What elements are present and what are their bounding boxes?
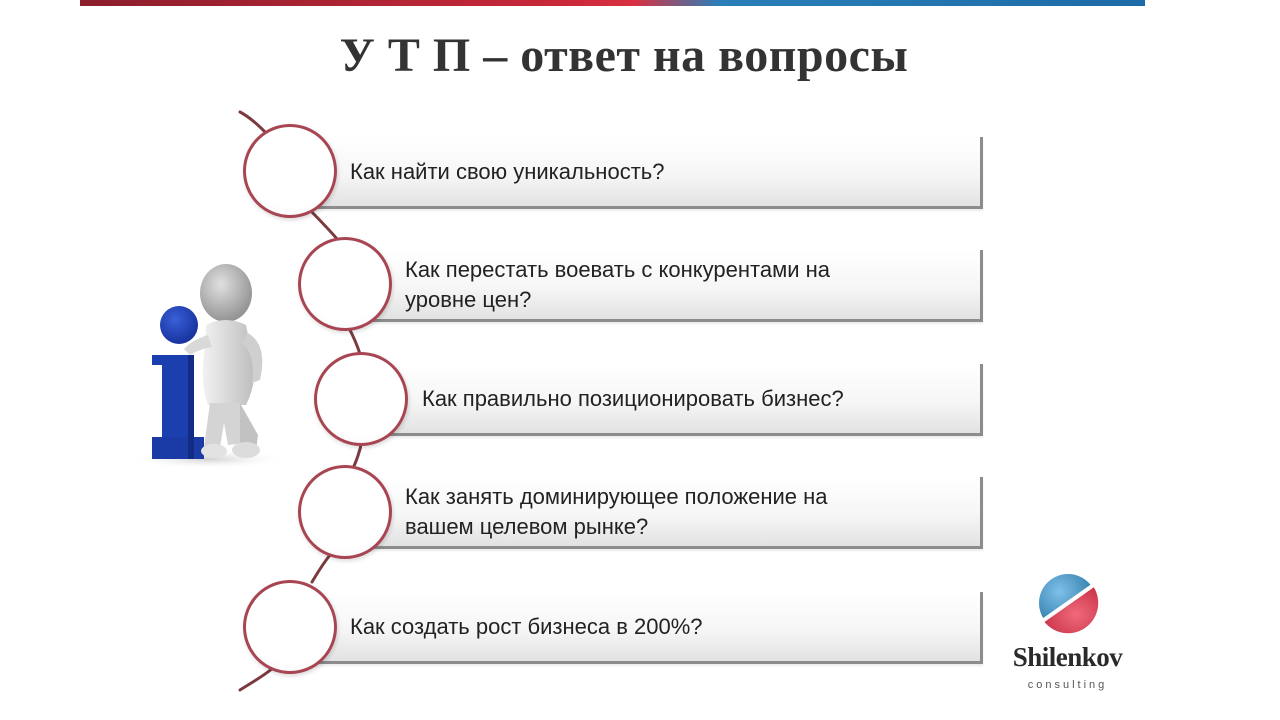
question-text-4: Как занять доминирующее положение на вашем целевом рынке? (405, 483, 828, 539)
question-circle-4 (298, 465, 392, 559)
question-circle-2 (298, 237, 392, 331)
question-text-1: Как найти свою уникальность? (350, 158, 665, 184)
question-text-3: Как правильно позиционировать бизнес? (422, 385, 844, 411)
question-bar-5 (290, 592, 983, 664)
person-info-icon (128, 255, 288, 470)
question-circle-5 (243, 580, 337, 674)
question-text-2: Как перестать воевать с конкурентами на уровне цен? (405, 256, 830, 312)
company-logo (1000, 570, 1135, 705)
sphere-logo-icon (1037, 572, 1099, 634)
logo-subtitle: consulting (1027, 679, 1108, 691)
question-bar-3 (362, 364, 983, 436)
question-circle-3 (314, 352, 408, 446)
slide-title: У Т П – ответ на вопросы (339, 29, 909, 82)
question-text-5: Как создать рост бизнеса в 200%? (350, 613, 703, 639)
question-bar-1 (290, 137, 983, 209)
question-bar-2 (345, 250, 983, 322)
logo-name: Shilenkov (1012, 642, 1123, 672)
question-bar-4 (345, 477, 983, 549)
question-circle-1 (243, 124, 337, 218)
